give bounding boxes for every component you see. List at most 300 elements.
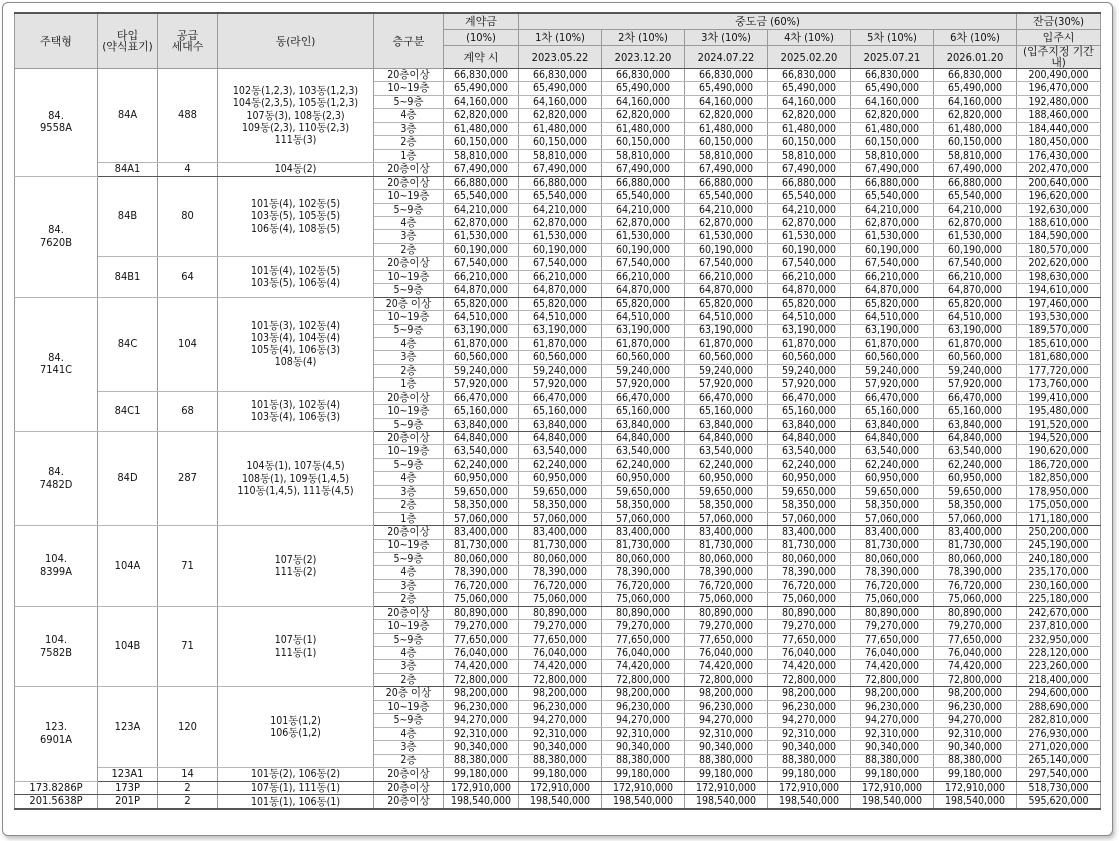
contract-amount-cell: 64,210,000 <box>444 203 519 216</box>
balance-amount-cell: 180,450,000 <box>1017 136 1101 149</box>
floor-cell: 10~19층 <box>374 445 444 458</box>
balance-amount-cell: 198,630,000 <box>1017 270 1101 283</box>
installment-amount-cell: 72,800,000 <box>851 673 934 686</box>
installment-amount-cell: 65,160,000 <box>851 405 934 418</box>
installment-amount-cell: 64,210,000 <box>851 203 934 216</box>
installment-amount-cell: 57,920,000 <box>519 378 602 391</box>
installment-amount-cell: 66,880,000 <box>851 176 934 189</box>
installment-amount-cell: 61,530,000 <box>851 230 934 243</box>
balance-amount-cell: 197,460,000 <box>1017 297 1101 310</box>
supply-cell: 80 <box>158 176 218 257</box>
dong-cell: 101동(3), 102동(4) 103동(4), 104동(4) 105동(4), 106동(3) 108동(4) <box>218 297 374 391</box>
balance-amount-cell: 184,440,000 <box>1017 122 1101 135</box>
floor-cell: 10~19층 <box>374 270 444 283</box>
type-cell: 123A1 <box>98 767 158 781</box>
installment-amount-cell: 99,180,000 <box>519 767 602 781</box>
contract-amount-cell: 65,820,000 <box>444 297 519 310</box>
contract-amount-cell: 66,880,000 <box>444 176 519 189</box>
installment-amount-cell: 60,150,000 <box>934 136 1017 149</box>
installment-amount-cell: 66,830,000 <box>685 69 768 82</box>
installment-amount-cell: 88,380,000 <box>934 754 1017 767</box>
floor-cell: 10~19층 <box>374 700 444 713</box>
balance-amount-cell: 191,520,000 <box>1017 418 1101 431</box>
installment-amount-cell: 58,810,000 <box>851 149 934 162</box>
installment-amount-cell: 62,820,000 <box>934 109 1017 122</box>
house-type-cell: 84. 7620B <box>15 176 98 297</box>
installment-amount-cell: 92,310,000 <box>934 727 1017 740</box>
installment-amount-cell: 77,650,000 <box>934 633 1017 646</box>
installment-amount-cell: 67,540,000 <box>934 257 1017 270</box>
balance-amount-cell: 184,590,000 <box>1017 230 1101 243</box>
installment-amount-cell: 63,540,000 <box>519 445 602 458</box>
table-row <box>15 687 1101 700</box>
type-cell: 84B <box>98 176 158 257</box>
installment-amount-cell: 60,560,000 <box>851 351 934 364</box>
installment-amount-cell: 62,870,000 <box>602 217 685 230</box>
installment-amount-cell: 63,840,000 <box>519 418 602 431</box>
balance-amount-cell: 200,640,000 <box>1017 176 1101 189</box>
contract-amount-cell: 79,270,000 <box>444 620 519 633</box>
house-type-cell: 173.8286P <box>15 781 98 795</box>
installment-amount-cell: 88,380,000 <box>519 754 602 767</box>
contract-amount-cell: 64,510,000 <box>444 311 519 324</box>
installment-amount-cell: 74,420,000 <box>519 660 602 673</box>
floor-cell: 5~9층 <box>374 714 444 727</box>
floor-cell: 5~9층 <box>374 324 444 337</box>
floor-cell: 1층 <box>374 378 444 391</box>
floor-cell: 4층 <box>374 337 444 350</box>
installment-amount-cell: 60,150,000 <box>851 136 934 149</box>
supply-cell: 488 <box>158 69 218 163</box>
balance-amount-cell: 196,470,000 <box>1017 82 1101 95</box>
contract-amount-cell: 66,210,000 <box>444 270 519 283</box>
installment-amount-cell: 64,160,000 <box>768 95 851 108</box>
type-cell: 84C <box>98 297 158 391</box>
floor-cell: 20층이상 <box>374 432 444 445</box>
installment-amount-cell: 98,200,000 <box>602 687 685 700</box>
balance-amount-cell: 175,050,000 <box>1017 499 1101 512</box>
installment-amount-cell: 64,210,000 <box>934 203 1017 216</box>
contract-amount-cell: 198,540,000 <box>444 795 519 809</box>
installment-amount-cell: 66,210,000 <box>768 270 851 283</box>
installment-amount-cell: 65,490,000 <box>519 82 602 95</box>
installment-amount-cell: 88,380,000 <box>602 754 685 767</box>
installment-amount-cell: 63,840,000 <box>602 418 685 431</box>
installment-amount-cell: 57,920,000 <box>685 378 768 391</box>
dong-cell: 104동(1), 107동(4,5) 108동(1), 109동(1,4,5) 110동(1,4,5), 111동(4,5) <box>218 432 374 526</box>
installment-amount-cell: 80,890,000 <box>519 606 602 619</box>
floor-cell: 2층 <box>374 499 444 512</box>
type-cell: 84A1 <box>98 163 158 177</box>
header-contract-when: 계약 시 <box>444 46 519 69</box>
installment-amount-cell: 59,650,000 <box>934 485 1017 498</box>
floor-cell: 3층 <box>374 579 444 592</box>
installment-amount-cell: 77,650,000 <box>685 633 768 646</box>
header-installment-name: 6차 (10%) <box>934 30 1017 46</box>
installment-amount-cell: 64,840,000 <box>519 432 602 445</box>
balance-amount-cell: 188,610,000 <box>1017 217 1101 230</box>
balance-amount-cell: 518,730,000 <box>1017 781 1101 795</box>
balance-amount-cell: 250,200,000 <box>1017 526 1101 539</box>
supply-cell: 2 <box>158 795 218 809</box>
installment-amount-cell: 172,910,000 <box>685 781 768 795</box>
balance-amount-cell: 265,140,000 <box>1017 754 1101 767</box>
floor-cell: 3층 <box>374 660 444 673</box>
installment-amount-cell: 79,270,000 <box>851 620 934 633</box>
floor-cell: 2층 <box>374 673 444 686</box>
table-row <box>15 795 1101 809</box>
installment-amount-cell: 60,150,000 <box>685 136 768 149</box>
floor-cell: 20층이상 <box>374 69 444 82</box>
contract-amount-cell: 76,720,000 <box>444 579 519 592</box>
balance-amount-cell: 195,480,000 <box>1017 405 1101 418</box>
installment-amount-cell: 83,400,000 <box>934 526 1017 539</box>
balance-amount-cell: 271,020,000 <box>1017 741 1101 754</box>
installment-amount-cell: 65,820,000 <box>602 297 685 310</box>
contract-amount-cell: 62,820,000 <box>444 109 519 122</box>
floor-cell: 10~19층 <box>374 82 444 95</box>
installment-amount-cell: 62,820,000 <box>851 109 934 122</box>
dong-cell: 101동(1), 106동(1) <box>218 795 374 809</box>
installment-amount-cell: 96,230,000 <box>685 700 768 713</box>
installment-amount-cell: 60,950,000 <box>768 472 851 485</box>
contract-amount-cell: 57,920,000 <box>444 378 519 391</box>
installment-amount-cell: 57,060,000 <box>934 512 1017 525</box>
installment-amount-cell: 61,870,000 <box>519 337 602 350</box>
floor-cell: 20층이상 <box>374 391 444 404</box>
installment-amount-cell: 64,510,000 <box>519 311 602 324</box>
supply-cell: 68 <box>158 391 218 431</box>
table-row <box>15 297 1101 310</box>
installment-amount-cell: 61,480,000 <box>519 122 602 135</box>
installment-amount-cell: 81,730,000 <box>602 539 685 552</box>
dong-cell: 101동(4), 102동(5) 103동(5), 105동(5) 106동(4), 108동(5) <box>218 176 374 257</box>
balance-amount-cell: 177,720,000 <box>1017 364 1101 377</box>
dong-cell: 101동(2), 106동(2) <box>218 767 374 781</box>
table-body <box>15 69 1101 809</box>
installment-amount-cell: 66,470,000 <box>851 391 934 404</box>
contract-amount-cell: 67,490,000 <box>444 163 519 177</box>
header-installment-name: 4차 (10%) <box>768 30 851 46</box>
balance-amount-cell: 232,950,000 <box>1017 633 1101 646</box>
installment-amount-cell: 62,820,000 <box>685 109 768 122</box>
installment-amount-cell: 83,400,000 <box>685 526 768 539</box>
installment-amount-cell: 64,870,000 <box>934 284 1017 297</box>
balance-amount-cell: 176,430,000 <box>1017 149 1101 162</box>
house-type-cell: 84. 9558A <box>15 69 98 177</box>
installment-amount-cell: 83,400,000 <box>519 526 602 539</box>
floor-cell: 2층 <box>374 754 444 767</box>
installment-amount-cell: 76,720,000 <box>851 579 934 592</box>
balance-amount-cell: 223,260,000 <box>1017 660 1101 673</box>
installment-amount-cell: 63,190,000 <box>768 324 851 337</box>
floor-cell: 3층 <box>374 351 444 364</box>
dong-cell: 101동(4), 102동(5) 103동(5), 106동(4) <box>218 257 374 297</box>
installment-amount-cell: 63,840,000 <box>685 418 768 431</box>
floor-cell: 5~9층 <box>374 418 444 431</box>
installment-amount-cell: 72,800,000 <box>602 673 685 686</box>
installment-amount-cell: 58,810,000 <box>602 149 685 162</box>
contract-amount-cell: 172,910,000 <box>444 781 519 795</box>
installment-amount-cell: 79,270,000 <box>602 620 685 633</box>
floor-cell: 10~19층 <box>374 311 444 324</box>
balance-amount-cell: 181,680,000 <box>1017 351 1101 364</box>
installment-amount-cell: 63,540,000 <box>851 445 934 458</box>
installment-amount-cell: 83,400,000 <box>602 526 685 539</box>
installment-amount-cell: 62,240,000 <box>685 458 768 471</box>
floor-cell: 2층 <box>374 593 444 606</box>
installment-amount-cell: 172,910,000 <box>934 781 1017 795</box>
floor-cell: 20층이상 <box>374 176 444 189</box>
balance-amount-cell: 190,620,000 <box>1017 445 1101 458</box>
balance-amount-cell: 173,760,000 <box>1017 378 1101 391</box>
house-type-cell: 84. 7482D <box>15 432 98 526</box>
supply-cell: 120 <box>158 687 218 768</box>
installment-amount-cell: 65,820,000 <box>934 297 1017 310</box>
installment-amount-cell: 61,530,000 <box>768 230 851 243</box>
supply-cell: 2 <box>158 781 218 795</box>
installment-amount-cell: 79,270,000 <box>685 620 768 633</box>
installment-amount-cell: 90,340,000 <box>602 741 685 754</box>
contract-amount-cell: 59,240,000 <box>444 364 519 377</box>
installment-amount-cell: 75,060,000 <box>934 593 1017 606</box>
installment-amount-cell: 65,540,000 <box>685 190 768 203</box>
installment-amount-cell: 66,830,000 <box>768 69 851 82</box>
installment-amount-cell: 92,310,000 <box>519 727 602 740</box>
type-cell: 201P <box>98 795 158 809</box>
installment-amount-cell: 59,650,000 <box>685 485 768 498</box>
installment-amount-cell: 65,820,000 <box>768 297 851 310</box>
installment-amount-cell: 57,920,000 <box>602 378 685 391</box>
installment-amount-cell: 64,160,000 <box>934 95 1017 108</box>
installment-amount-cell: 66,210,000 <box>602 270 685 283</box>
balance-amount-cell: 218,400,000 <box>1017 673 1101 686</box>
header-balance-note: (입주지정 기간 내) <box>1017 46 1101 69</box>
contract-amount-cell: 64,840,000 <box>444 432 519 445</box>
balance-amount-cell: 189,570,000 <box>1017 324 1101 337</box>
installment-amount-cell: 77,650,000 <box>851 633 934 646</box>
contract-amount-cell: 57,060,000 <box>444 512 519 525</box>
balance-amount-cell: 237,810,000 <box>1017 620 1101 633</box>
floor-cell: 20층이상 <box>374 163 444 177</box>
dong-cell: 101동(1,2) 106동(1,2) <box>218 687 374 768</box>
floor-cell: 4층 <box>374 217 444 230</box>
installment-amount-cell: 62,870,000 <box>685 217 768 230</box>
floor-cell: 3층 <box>374 122 444 135</box>
balance-amount-cell: 192,480,000 <box>1017 95 1101 108</box>
contract-amount-cell: 63,540,000 <box>444 445 519 458</box>
installment-amount-cell: 59,240,000 <box>519 364 602 377</box>
contract-amount-cell: 80,890,000 <box>444 606 519 619</box>
balance-amount-cell: 185,610,000 <box>1017 337 1101 350</box>
floor-cell: 1층 <box>374 512 444 525</box>
contract-amount-cell: 61,530,000 <box>444 230 519 243</box>
header-installment-date: 2023.12.20 <box>602 46 685 69</box>
header-type: 타입 (약식표기) <box>98 13 158 69</box>
floor-cell: 5~9층 <box>374 458 444 471</box>
installment-amount-cell: 65,540,000 <box>851 190 934 203</box>
header-balance-title: 잔금(30%) <box>1017 13 1101 30</box>
installment-amount-cell: 79,270,000 <box>768 620 851 633</box>
installment-amount-cell: 62,240,000 <box>519 458 602 471</box>
floor-cell: 20층이상 <box>374 526 444 539</box>
installment-amount-cell: 78,390,000 <box>602 566 685 579</box>
installment-amount-cell: 76,040,000 <box>602 647 685 660</box>
contract-amount-cell: 67,540,000 <box>444 257 519 270</box>
contract-amount-cell: 64,160,000 <box>444 95 519 108</box>
type-cell: 84A <box>98 69 158 163</box>
header-installment-date: 2026.01.20 <box>934 46 1017 69</box>
installment-amount-cell: 79,270,000 <box>934 620 1017 633</box>
table-row <box>15 163 1101 177</box>
balance-amount-cell: 202,470,000 <box>1017 163 1101 177</box>
installment-amount-cell: 57,060,000 <box>519 512 602 525</box>
installment-amount-cell: 90,340,000 <box>934 741 1017 754</box>
balance-amount-cell: 276,930,000 <box>1017 727 1101 740</box>
contract-amount-cell: 92,310,000 <box>444 727 519 740</box>
contract-amount-cell: 83,400,000 <box>444 526 519 539</box>
contract-amount-cell: 65,540,000 <box>444 190 519 203</box>
installment-amount-cell: 96,230,000 <box>602 700 685 713</box>
balance-amount-cell: 245,190,000 <box>1017 539 1101 552</box>
installment-amount-cell: 60,950,000 <box>685 472 768 485</box>
installment-amount-cell: 67,490,000 <box>934 163 1017 177</box>
contract-amount-cell: 66,470,000 <box>444 391 519 404</box>
installment-amount-cell: 59,240,000 <box>768 364 851 377</box>
house-type-cell: 104. 8399A <box>15 526 98 607</box>
installment-amount-cell: 63,190,000 <box>602 324 685 337</box>
installment-amount-cell: 63,190,000 <box>685 324 768 337</box>
installment-amount-cell: 80,060,000 <box>851 552 934 565</box>
installment-amount-cell: 64,840,000 <box>851 432 934 445</box>
installment-amount-cell: 92,310,000 <box>851 727 934 740</box>
installment-amount-cell: 66,880,000 <box>519 176 602 189</box>
floor-cell: 20층 이상 <box>374 297 444 310</box>
price-schedule-table <box>14 12 1101 810</box>
installment-amount-cell: 63,540,000 <box>685 445 768 458</box>
installment-amount-cell: 63,190,000 <box>851 324 934 337</box>
installment-amount-cell: 62,870,000 <box>851 217 934 230</box>
installment-amount-cell: 59,240,000 <box>934 364 1017 377</box>
installment-amount-cell: 59,650,000 <box>768 485 851 498</box>
installment-amount-cell: 63,540,000 <box>934 445 1017 458</box>
balance-amount-cell: 194,610,000 <box>1017 284 1101 297</box>
installment-amount-cell: 66,880,000 <box>768 176 851 189</box>
contract-amount-cell: 80,060,000 <box>444 552 519 565</box>
installment-amount-cell: 64,160,000 <box>519 95 602 108</box>
table-row <box>15 767 1101 781</box>
installment-amount-cell: 99,180,000 <box>768 767 851 781</box>
installment-amount-cell: 94,270,000 <box>851 714 934 727</box>
installment-amount-cell: 65,820,000 <box>519 297 602 310</box>
balance-amount-cell: 240,180,000 <box>1017 552 1101 565</box>
installment-amount-cell: 66,470,000 <box>768 391 851 404</box>
floor-cell: 20층이상 <box>374 781 444 795</box>
installment-amount-cell: 60,560,000 <box>768 351 851 364</box>
installment-amount-cell: 81,730,000 <box>768 539 851 552</box>
table-row <box>15 606 1101 619</box>
floor-cell: 5~9층 <box>374 552 444 565</box>
header-installment-date: 2025.02.20 <box>768 46 851 69</box>
dong-cell: 107동(1) 111동(1) <box>218 606 374 687</box>
installment-amount-cell: 76,720,000 <box>519 579 602 592</box>
installment-amount-cell: 80,890,000 <box>685 606 768 619</box>
installment-amount-cell: 79,270,000 <box>519 620 602 633</box>
installment-amount-cell: 66,830,000 <box>602 69 685 82</box>
installment-amount-cell: 65,490,000 <box>934 82 1017 95</box>
contract-amount-cell: 99,180,000 <box>444 767 519 781</box>
installment-amount-cell: 99,180,000 <box>934 767 1017 781</box>
installment-amount-cell: 59,650,000 <box>602 485 685 498</box>
installment-amount-cell: 66,880,000 <box>685 176 768 189</box>
contract-amount-cell: 74,420,000 <box>444 660 519 673</box>
supply-cell: 14 <box>158 767 218 781</box>
installment-amount-cell: 61,530,000 <box>934 230 1017 243</box>
installment-amount-cell: 60,150,000 <box>602 136 685 149</box>
installment-amount-cell: 74,420,000 <box>602 660 685 673</box>
installment-amount-cell: 74,420,000 <box>851 660 934 673</box>
installment-amount-cell: 67,540,000 <box>768 257 851 270</box>
header-balance-sub: 입주시 <box>1017 30 1101 46</box>
installment-amount-cell: 172,910,000 <box>768 781 851 795</box>
balance-amount-cell: 196,620,000 <box>1017 190 1101 203</box>
installment-amount-cell: 72,800,000 <box>685 673 768 686</box>
installment-amount-cell: 59,240,000 <box>602 364 685 377</box>
installment-amount-cell: 96,230,000 <box>768 700 851 713</box>
installment-amount-cell: 66,880,000 <box>934 176 1017 189</box>
floor-cell: 10~19층 <box>374 190 444 203</box>
table-row <box>15 257 1101 270</box>
installment-amount-cell: 66,470,000 <box>602 391 685 404</box>
installment-amount-cell: 58,350,000 <box>685 499 768 512</box>
installment-amount-cell: 80,060,000 <box>685 552 768 565</box>
installment-amount-cell: 58,810,000 <box>519 149 602 162</box>
installment-amount-cell: 62,240,000 <box>851 458 934 471</box>
balance-amount-cell: 182,850,000 <box>1017 472 1101 485</box>
installment-amount-cell: 67,490,000 <box>685 163 768 177</box>
installment-amount-cell: 66,470,000 <box>519 391 602 404</box>
installment-amount-cell: 64,870,000 <box>685 284 768 297</box>
installment-amount-cell: 61,530,000 <box>519 230 602 243</box>
installment-amount-cell: 92,310,000 <box>768 727 851 740</box>
contract-amount-cell: 65,160,000 <box>444 405 519 418</box>
installment-amount-cell: 88,380,000 <box>768 754 851 767</box>
installment-amount-cell: 74,420,000 <box>934 660 1017 673</box>
header-installment-name: 1차 (10%) <box>519 30 602 46</box>
contract-amount-cell: 58,350,000 <box>444 499 519 512</box>
installment-amount-cell: 78,390,000 <box>768 566 851 579</box>
installment-amount-cell: 98,200,000 <box>934 687 1017 700</box>
installment-amount-cell: 92,310,000 <box>602 727 685 740</box>
installment-amount-cell: 74,420,000 <box>768 660 851 673</box>
type-cell: 84C1 <box>98 391 158 431</box>
installment-amount-cell: 64,160,000 <box>602 95 685 108</box>
installment-amount-cell: 64,510,000 <box>685 311 768 324</box>
installment-amount-cell: 61,870,000 <box>685 337 768 350</box>
installment-amount-cell: 62,820,000 <box>768 109 851 122</box>
floor-cell: 10~19층 <box>374 405 444 418</box>
table-row <box>15 391 1101 404</box>
installment-amount-cell: 78,390,000 <box>519 566 602 579</box>
header-installment-name: 3차 (10%) <box>685 30 768 46</box>
contract-amount-cell: 88,380,000 <box>444 754 519 767</box>
supply-cell: 64 <box>158 257 218 297</box>
installment-amount-cell: 63,840,000 <box>934 418 1017 431</box>
floor-cell: 3층 <box>374 485 444 498</box>
installment-amount-cell: 61,870,000 <box>768 337 851 350</box>
installment-amount-cell: 60,950,000 <box>851 472 934 485</box>
installment-amount-cell: 61,870,000 <box>851 337 934 350</box>
